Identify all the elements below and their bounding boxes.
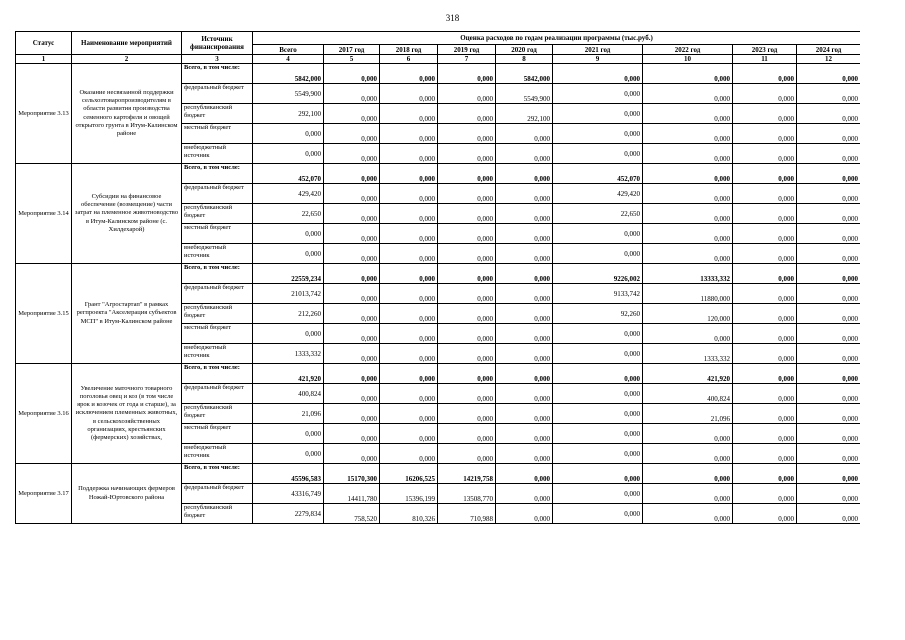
value-cell: 0,000: [733, 284, 797, 304]
source-republican: республиканский бюджет: [182, 504, 253, 524]
source-federal: федеральный бюджет: [182, 84, 253, 104]
value-cell: 21013,742: [253, 284, 324, 304]
value-cell: 0,000: [496, 184, 553, 204]
value-cell: 13508,770: [438, 484, 496, 504]
value-cell: 0,000: [733, 364, 797, 384]
value-cell: 0,000: [797, 384, 861, 404]
header-year-3: 2019 год: [438, 45, 496, 55]
value-cell: 0,000: [797, 204, 861, 224]
value-cell: 0,000: [380, 244, 438, 264]
value-cell: 421,920: [253, 364, 324, 384]
source-extra: внебюджетный источник: [182, 144, 253, 164]
value-cell: 16206,525: [380, 464, 438, 484]
measure-name: Субсидии на финансовое обеспечение (возмещение) части затрат на племенное животноводство в Итум-Калинском районе (с. Хилдехарой): [72, 164, 182, 264]
header-status: Статус: [16, 32, 72, 55]
value-cell: 0,000: [324, 344, 380, 364]
value-cell: 0,000: [797, 324, 861, 344]
value-cell: 0,000: [324, 144, 380, 164]
value-cell: 0,000: [553, 84, 643, 104]
measure-status: Мероприятие 3.17: [16, 464, 72, 524]
table-header: [16, 32, 861, 64]
value-cell: 0,000: [380, 384, 438, 404]
value-cell: 14219,758: [438, 464, 496, 484]
measure-status: Мероприятие 3.13: [16, 64, 72, 164]
value-cell: 0,000: [324, 104, 380, 124]
value-cell: 0,000: [643, 104, 733, 124]
value-cell: 0,000: [438, 344, 496, 364]
value-cell: 0,000: [553, 64, 643, 84]
value-cell: 0,000: [553, 324, 643, 344]
value-cell: 0,000: [496, 304, 553, 324]
value-cell: 0,000: [797, 444, 861, 464]
index-cell-8: 9: [553, 55, 643, 64]
value-cell: 1333,332: [253, 344, 324, 364]
budget-table: [15, 31, 860, 524]
source-local: местный бюджет: [182, 224, 253, 244]
value-cell: 0,000: [553, 344, 643, 364]
value-cell: 0,000: [733, 224, 797, 244]
value-cell: 429,420: [553, 184, 643, 204]
value-cell: 0,000: [553, 464, 643, 484]
source-total: Всего, в том числе:: [182, 364, 253, 384]
value-cell: 5549,900: [496, 84, 553, 104]
value-cell: 22,650: [253, 204, 324, 224]
value-cell: 0,000: [496, 204, 553, 224]
value-cell: 0,000: [643, 224, 733, 244]
value-cell: 0,000: [324, 264, 380, 284]
value-cell: 0,000: [380, 444, 438, 464]
budget-table-container: [15, 31, 860, 566]
page-number: 318: [445, 13, 460, 23]
value-cell: 0,000: [253, 244, 324, 264]
value-cell: 0,000: [553, 484, 643, 504]
value-cell: 0,000: [643, 484, 733, 504]
index-cell-9: 10: [643, 55, 733, 64]
value-cell: 292,100: [253, 104, 324, 124]
index-cell-3: 4: [253, 55, 324, 64]
table-body: [16, 64, 861, 524]
value-cell: 0,000: [324, 444, 380, 464]
value-cell: 0,000: [797, 364, 861, 384]
header-year-6: 2022 год: [643, 45, 733, 55]
value-cell: 0,000: [438, 244, 496, 264]
value-cell: 0,000: [553, 364, 643, 384]
value-cell: 0,000: [324, 404, 380, 424]
value-cell: 22,650: [553, 204, 643, 224]
value-cell: 0,000: [733, 444, 797, 464]
value-cell: 0,000: [380, 164, 438, 184]
value-cell: 0,000: [797, 184, 861, 204]
value-cell: 0,000: [324, 224, 380, 244]
value-cell: 0,000: [643, 184, 733, 204]
table-row: [16, 364, 861, 384]
source-local: местный бюджет: [182, 324, 253, 344]
source-republican: республиканский бюджет: [182, 304, 253, 324]
source-total: Всего, в том числе:: [182, 164, 253, 184]
value-cell: 0,000: [253, 124, 324, 144]
value-cell: 0,000: [496, 224, 553, 244]
value-cell: 710,988: [438, 504, 496, 524]
value-cell: 0,000: [553, 444, 643, 464]
index-cell-7: 8: [496, 55, 553, 64]
value-cell: 0,000: [253, 144, 324, 164]
value-cell: 0,000: [733, 484, 797, 504]
value-cell: 0,000: [733, 244, 797, 264]
value-cell: 0,000: [324, 364, 380, 384]
value-cell: 0,000: [797, 224, 861, 244]
value-cell: 0,000: [643, 424, 733, 444]
index-cell-1: 2: [72, 55, 182, 64]
value-cell: 0,000: [733, 384, 797, 404]
value-cell: 0,000: [733, 404, 797, 424]
value-cell: 0,000: [380, 364, 438, 384]
value-cell: 0,000: [438, 424, 496, 444]
value-cell: 0,000: [643, 244, 733, 264]
value-cell: 400,824: [643, 384, 733, 404]
value-cell: 0,000: [643, 324, 733, 344]
value-cell: 0,000: [553, 384, 643, 404]
value-cell: 0,000: [496, 144, 553, 164]
index-cell-4: 5: [324, 55, 380, 64]
value-cell: 0,000: [380, 64, 438, 84]
value-cell: 0,000: [496, 424, 553, 444]
value-cell: 0,000: [643, 204, 733, 224]
value-cell: 0,000: [324, 284, 380, 304]
value-cell: 0,000: [553, 144, 643, 164]
header-year-4: 2020 год: [496, 45, 553, 55]
value-cell: 292,100: [496, 104, 553, 124]
value-cell: 0,000: [380, 84, 438, 104]
value-cell: 0,000: [643, 144, 733, 164]
value-cell: 15396,199: [380, 484, 438, 504]
value-cell: 0,000: [438, 284, 496, 304]
value-cell: 0,000: [324, 384, 380, 404]
value-cell: 0,000: [797, 64, 861, 84]
header-year-8: 2024 год: [797, 45, 861, 55]
value-cell: 0,000: [253, 324, 324, 344]
value-cell: 0,000: [797, 304, 861, 324]
source-federal: федеральный бюджет: [182, 484, 253, 504]
value-cell: 0,000: [438, 324, 496, 344]
value-cell: 0,000: [438, 144, 496, 164]
value-cell: 0,000: [438, 64, 496, 84]
value-cell: 0,000: [438, 364, 496, 384]
value-cell: 0,000: [733, 124, 797, 144]
value-cell: 2279,834: [253, 504, 324, 524]
value-cell: 0,000: [438, 124, 496, 144]
value-cell: 0,000: [380, 204, 438, 224]
value-cell: 0,000: [733, 344, 797, 364]
value-cell: 0,000: [733, 304, 797, 324]
value-cell: 15170,300: [324, 464, 380, 484]
value-cell: 0,000: [553, 404, 643, 424]
value-cell: 22559,234: [253, 264, 324, 284]
value-cell: 0,000: [797, 484, 861, 504]
value-cell: 0,000: [438, 204, 496, 224]
value-cell: 11880,000: [643, 284, 733, 304]
value-cell: 452,070: [253, 164, 324, 184]
value-cell: 0,000: [553, 124, 643, 144]
value-cell: 0,000: [438, 304, 496, 324]
value-cell: 0,000: [733, 144, 797, 164]
value-cell: 0,000: [496, 284, 553, 304]
value-cell: 0,000: [733, 424, 797, 444]
value-cell: 120,000: [643, 304, 733, 324]
value-cell: 5842,000: [253, 64, 324, 84]
header-year-7: 2023 год: [733, 45, 797, 55]
value-cell: 0,000: [324, 164, 380, 184]
header-year-2: 2018 год: [380, 45, 438, 55]
value-cell: 0,000: [553, 244, 643, 264]
value-cell: 0,000: [797, 404, 861, 424]
value-cell: 0,000: [324, 64, 380, 84]
measure-name: Поддержка начинающих фермеров Ножай-Юртовского района: [72, 464, 182, 524]
value-cell: 0,000: [797, 124, 861, 144]
value-cell: 0,000: [324, 84, 380, 104]
source-local: местный бюджет: [182, 124, 253, 144]
value-cell: 0,000: [643, 84, 733, 104]
value-cell: 43316,749: [253, 484, 324, 504]
header-year-1: 2017 год: [324, 45, 380, 55]
source-extra: внебюджетный источник: [182, 244, 253, 264]
value-cell: 0,000: [438, 164, 496, 184]
value-cell: 0,000: [324, 184, 380, 204]
value-cell: 0,000: [643, 64, 733, 84]
value-cell: 0,000: [733, 184, 797, 204]
value-cell: 0,000: [496, 464, 553, 484]
header-source: Источник финансирования: [182, 32, 253, 55]
value-cell: 0,000: [797, 424, 861, 444]
value-cell: 0,000: [324, 204, 380, 224]
value-cell: 21,096: [643, 404, 733, 424]
value-cell: 0,000: [324, 244, 380, 264]
value-cell: 0,000: [496, 124, 553, 144]
value-cell: 21,096: [253, 404, 324, 424]
value-cell: 429,420: [253, 184, 324, 204]
value-cell: 0,000: [553, 424, 643, 444]
value-cell: 0,000: [496, 404, 553, 424]
value-cell: 0,000: [797, 264, 861, 284]
source-local: местный бюджет: [182, 424, 253, 444]
source-total: Всего, в том числе:: [182, 264, 253, 284]
value-cell: 0,000: [797, 84, 861, 104]
value-cell: 758,520: [324, 504, 380, 524]
index-cell-10: 11: [733, 55, 797, 64]
value-cell: 0,000: [438, 224, 496, 244]
value-cell: 0,000: [797, 504, 861, 524]
value-cell: 0,000: [733, 324, 797, 344]
value-cell: 0,000: [553, 224, 643, 244]
value-cell: 0,000: [733, 264, 797, 284]
value-cell: 13333,332: [643, 264, 733, 284]
value-cell: 0,000: [496, 164, 553, 184]
value-cell: 0,000: [380, 144, 438, 164]
value-cell: 0,000: [380, 344, 438, 364]
value-cell: 9226,002: [553, 264, 643, 284]
value-cell: 0,000: [643, 164, 733, 184]
value-cell: 0,000: [733, 64, 797, 84]
value-cell: 0,000: [797, 284, 861, 304]
value-cell: 810,326: [380, 504, 438, 524]
value-cell: 0,000: [496, 344, 553, 364]
value-cell: 0,000: [438, 264, 496, 284]
header-index-row: [16, 55, 861, 64]
value-cell: 0,000: [733, 204, 797, 224]
table-row: [16, 164, 861, 184]
value-cell: 0,000: [380, 404, 438, 424]
source-republican: республиканский бюджет: [182, 204, 253, 224]
value-cell: 0,000: [380, 284, 438, 304]
value-cell: 0,000: [496, 384, 553, 404]
value-cell: 0,000: [733, 164, 797, 184]
value-cell: 0,000: [438, 404, 496, 424]
value-cell: 0,000: [797, 144, 861, 164]
value-cell: 0,000: [797, 164, 861, 184]
header-name: Наименование мероприятий: [72, 32, 182, 55]
value-cell: 92,260: [553, 304, 643, 324]
header-year-0: Всего: [253, 45, 324, 55]
source-total: Всего, в том числе:: [182, 464, 253, 484]
value-cell: 452,070: [553, 164, 643, 184]
value-cell: 0,000: [797, 344, 861, 364]
index-cell-11: 12: [797, 55, 861, 64]
source-total: Всего, в том числе:: [182, 64, 253, 84]
value-cell: 0,000: [253, 444, 324, 464]
measure-status: Мероприятие 3.15: [16, 264, 72, 364]
source-federal: федеральный бюджет: [182, 284, 253, 304]
value-cell: 0,000: [643, 444, 733, 464]
value-cell: 0,000: [797, 464, 861, 484]
value-cell: 0,000: [438, 384, 496, 404]
value-cell: 0,000: [324, 324, 380, 344]
value-cell: 0,000: [438, 104, 496, 124]
index-cell-6: 7: [438, 55, 496, 64]
value-cell: 0,000: [324, 124, 380, 144]
value-cell: 400,824: [253, 384, 324, 404]
table-row: [16, 64, 861, 84]
value-cell: 1333,332: [643, 344, 733, 364]
source-republican: республиканский бюджет: [182, 104, 253, 124]
value-cell: 0,000: [643, 504, 733, 524]
value-cell: 212,260: [253, 304, 324, 324]
value-cell: 0,000: [380, 184, 438, 204]
value-cell: 0,000: [496, 484, 553, 504]
measure-name: Грант "Агростартап" в рамках регпроекта "Акселерация субъектов МСП" в Итум-Калинском районе: [72, 264, 182, 364]
value-cell: 0,000: [380, 324, 438, 344]
value-cell: 0,000: [253, 424, 324, 444]
value-cell: 0,000: [438, 444, 496, 464]
value-cell: 0,000: [253, 224, 324, 244]
value-cell: 0,000: [496, 324, 553, 344]
value-cell: 0,000: [496, 444, 553, 464]
value-cell: 0,000: [643, 464, 733, 484]
measure-name: Оказание несвязанной поддержки сельхозтоваропроизводителям в области развития производства семенного картофеля и овощей открытого грунта в Итум-Калинском районе: [72, 64, 182, 164]
index-cell-0: 1: [16, 55, 72, 64]
value-cell: 0,000: [324, 424, 380, 444]
index-cell-2: 3: [182, 55, 253, 64]
value-cell: 0,000: [380, 304, 438, 324]
table-row: [16, 264, 861, 284]
source-republican: республиканский бюджет: [182, 404, 253, 424]
source-extra: внебюджетный источник: [182, 344, 253, 364]
value-cell: 14411,780: [324, 484, 380, 504]
value-cell: 45596,583: [253, 464, 324, 484]
header-year-5: 2021 год: [553, 45, 643, 55]
value-cell: 0,000: [496, 244, 553, 264]
value-cell: 0,000: [380, 264, 438, 284]
source-federal: федеральный бюджет: [182, 184, 253, 204]
value-cell: 0,000: [496, 364, 553, 384]
value-cell: 0,000: [496, 264, 553, 284]
value-cell: 421,920: [643, 364, 733, 384]
value-cell: 0,000: [438, 84, 496, 104]
value-cell: 5549,900: [253, 84, 324, 104]
index-cell-5: 6: [380, 55, 438, 64]
value-cell: 0,000: [324, 304, 380, 324]
value-cell: 0,000: [797, 244, 861, 264]
measure-name: Увеличение маточного товарного поголовья овец и коз (в том числе ярок и козочек от года и старше), за исключением племенных животных, в сельскохозяйственных организациях, крестьянских (фермерских) хозяйствах,: [72, 364, 182, 464]
value-cell: 9133,742: [553, 284, 643, 304]
value-cell: 0,000: [553, 104, 643, 124]
value-cell: 0,000: [380, 424, 438, 444]
value-cell: 0,000: [380, 124, 438, 144]
value-cell: 0,000: [733, 84, 797, 104]
value-cell: 0,000: [733, 504, 797, 524]
source-federal: федеральный бюджет: [182, 384, 253, 404]
value-cell: 0,000: [496, 504, 553, 524]
value-cell: 0,000: [380, 104, 438, 124]
value-cell: 0,000: [797, 104, 861, 124]
value-cell: 0,000: [643, 124, 733, 144]
measure-status: Мероприятие 3.16: [16, 364, 72, 464]
value-cell: 5842,000: [496, 64, 553, 84]
measure-status: Мероприятие 3.14: [16, 164, 72, 264]
table-row: [16, 464, 861, 484]
value-cell: 0,000: [438, 184, 496, 204]
source-extra: внебюджетный источник: [182, 444, 253, 464]
header-estimate: Оценка расходов по годам реализации программы (тыс.руб.): [253, 32, 861, 45]
value-cell: 0,000: [553, 504, 643, 524]
value-cell: 0,000: [380, 224, 438, 244]
value-cell: 0,000: [733, 464, 797, 484]
value-cell: 0,000: [733, 104, 797, 124]
